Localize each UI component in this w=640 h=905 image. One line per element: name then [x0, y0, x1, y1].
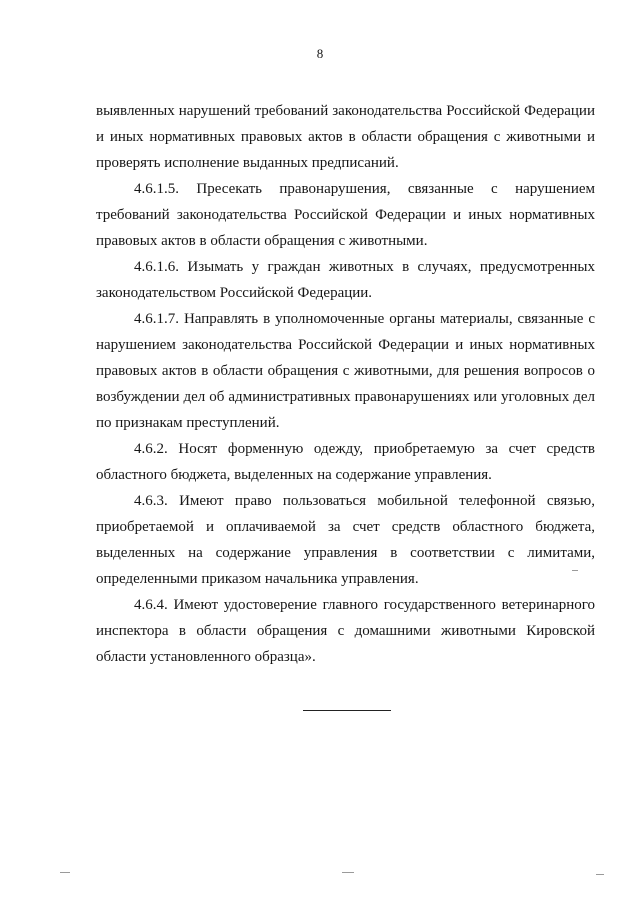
paragraph-4-6-1-7: 4.6.1.7. Направлять в уполномоченные органы материалы, связанные с нарушением законодательства Российской Федерации и иных нормативных правовых актов в области обращения с животными, для решения вопросов о возбуждении дел об административных правонарушениях или уголовных дел по признакам преступлений.	[96, 311, 595, 431]
scan-speck	[342, 872, 354, 873]
paragraph-4-6-2: 4.6.2. Носят форменную одежду, приобретаемую за счет средств областного бюджета, выделенных на содержание управления.	[96, 441, 595, 483]
scan-speck	[572, 570, 578, 571]
page-number: 8	[316, 46, 324, 61]
document-body	[96, 98, 595, 670]
scan-speck	[596, 874, 604, 875]
end-separator-line	[303, 710, 391, 711]
scan-speck	[60, 872, 70, 873]
paragraph-4-6-1-5: 4.6.1.5. Пресекать правонарушения, связанные с нарушением требований законодательства Российской Федерации и иных нормативных правовых актов в области обращения с животными.	[96, 181, 595, 249]
paragraph-4-6-1-6: 4.6.1.6. Изымать у граждан животных в случаях, предусмотренных законодательством Российской Федерации.	[96, 259, 595, 301]
paragraph-continuation: выявленных нарушений требований законодательства Российской Федерации и иных нормативных правовых актов в области обращения с животными и проверять исполнение выданных предписаний.	[96, 103, 595, 171]
paragraph-4-6-4: 4.6.4. Имеют удостоверение главного государственного ветеринарного инспектора в области обращения с домашними животными Кировской области установленного образца».	[96, 597, 595, 665]
paragraph-4-6-3: 4.6.3. Имеют право пользоваться мобильной телефонной связью, приобретаемой и оплачиваемой за счет средств областного бюджета, выделенных на содержание управления в соответствии с лимитами, определенными приказом начальника управления.	[96, 493, 595, 587]
